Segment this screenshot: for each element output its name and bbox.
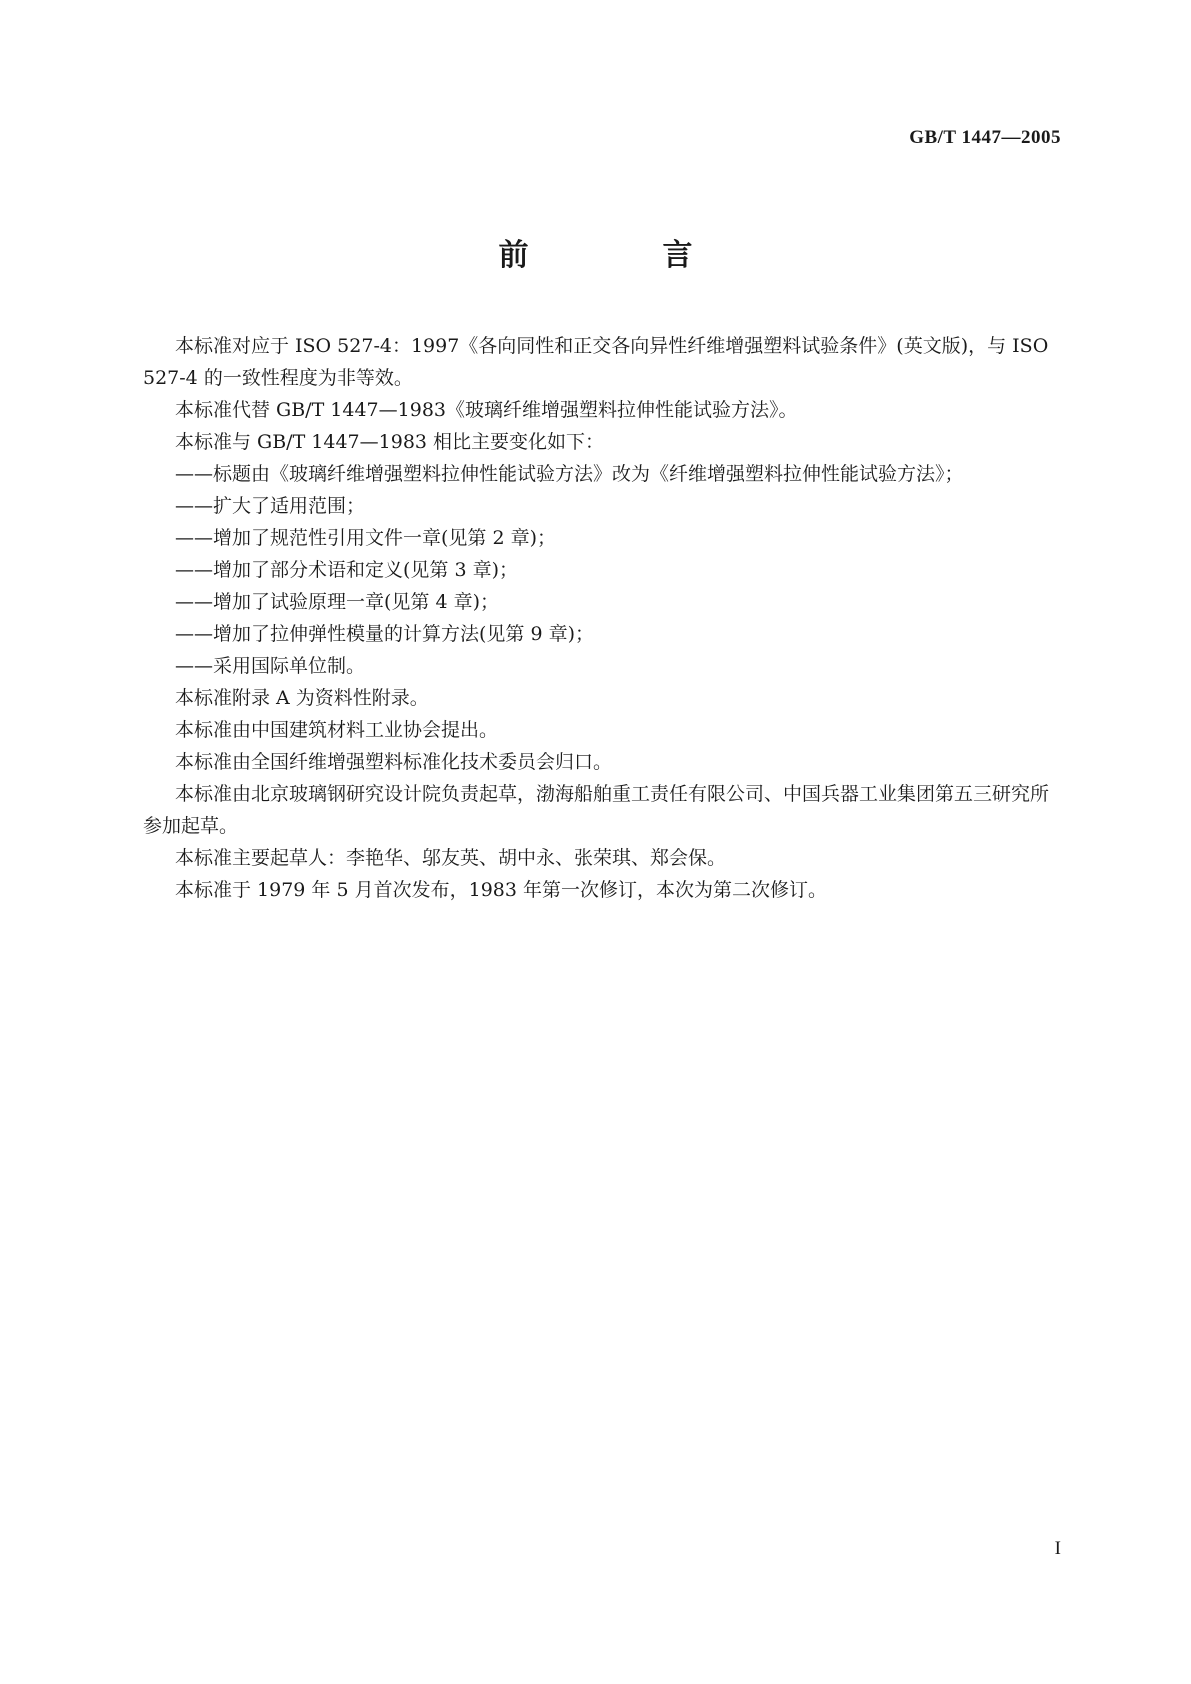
page-title: 前 言 — [498, 238, 745, 273]
foreword-body — [143, 330, 1063, 906]
paragraph-appendix: 本标准附录 A 为资料性附录。 — [175, 687, 429, 709]
change-item: ——扩大了适用范围； — [175, 495, 366, 517]
paragraph-centralized-by: 本标准由全国纤维增强塑料标准化技术委员会归口。 — [175, 751, 613, 773]
paragraph-history: 本标准于 1979 年 5 月首次发布，1983 年第一次修订，本次为第二次修订。 — [175, 879, 827, 901]
page-number: I — [1054, 1538, 1061, 1559]
change-item: ——标题由《玻璃纤维增强塑料拉伸性能试验方法》改为《纤维增强塑料拉伸性能试验方法》； — [175, 463, 964, 485]
change-item: ——采用国际单位制。 — [175, 655, 366, 677]
paragraph-replaces: 本标准代替 GB/T 1447—1983《玻璃纤维增强塑料拉伸性能试验方法》。 — [175, 399, 798, 421]
paragraph-proposed-by: 本标准由中国建筑材料工业协会提出。 — [175, 719, 499, 741]
changes-list — [143, 458, 1063, 682]
paragraph-drafting-units: 本标准由北京玻璃钢研究设计院负责起草，渤海船舶重工责任有限公司、中国兵器工业集团第五三研究所参加起草。 — [143, 783, 1050, 837]
paragraph-correspondence: 本标准对应于 ISO 527-4：1997《各向同性和正交各向异性纤维增强塑料试验条件》(英文版)，与 ISO 527-4 的一致性程度为非等效。 — [143, 335, 1049, 389]
change-item: ——增加了试验原理一章(见第 4 章)； — [175, 591, 499, 613]
paragraph-changes-intro: 本标准与 GB/T 1447—1983 相比主要变化如下： — [175, 431, 605, 453]
change-item: ——增加了拉伸弹性模量的计算方法(见第 9 章)； — [175, 623, 594, 645]
change-item: ——增加了规范性引用文件一章(见第 2 章)； — [175, 527, 556, 549]
paragraph-drafters: 本标准主要起草人：李艳华、邬友英、胡中永、张荣琪、郑会保。 — [175, 847, 727, 869]
change-item: ——增加了部分术语和定义(见第 3 章)； — [175, 559, 518, 581]
standard-code: GB/T 1447—2005 — [909, 127, 1061, 148]
